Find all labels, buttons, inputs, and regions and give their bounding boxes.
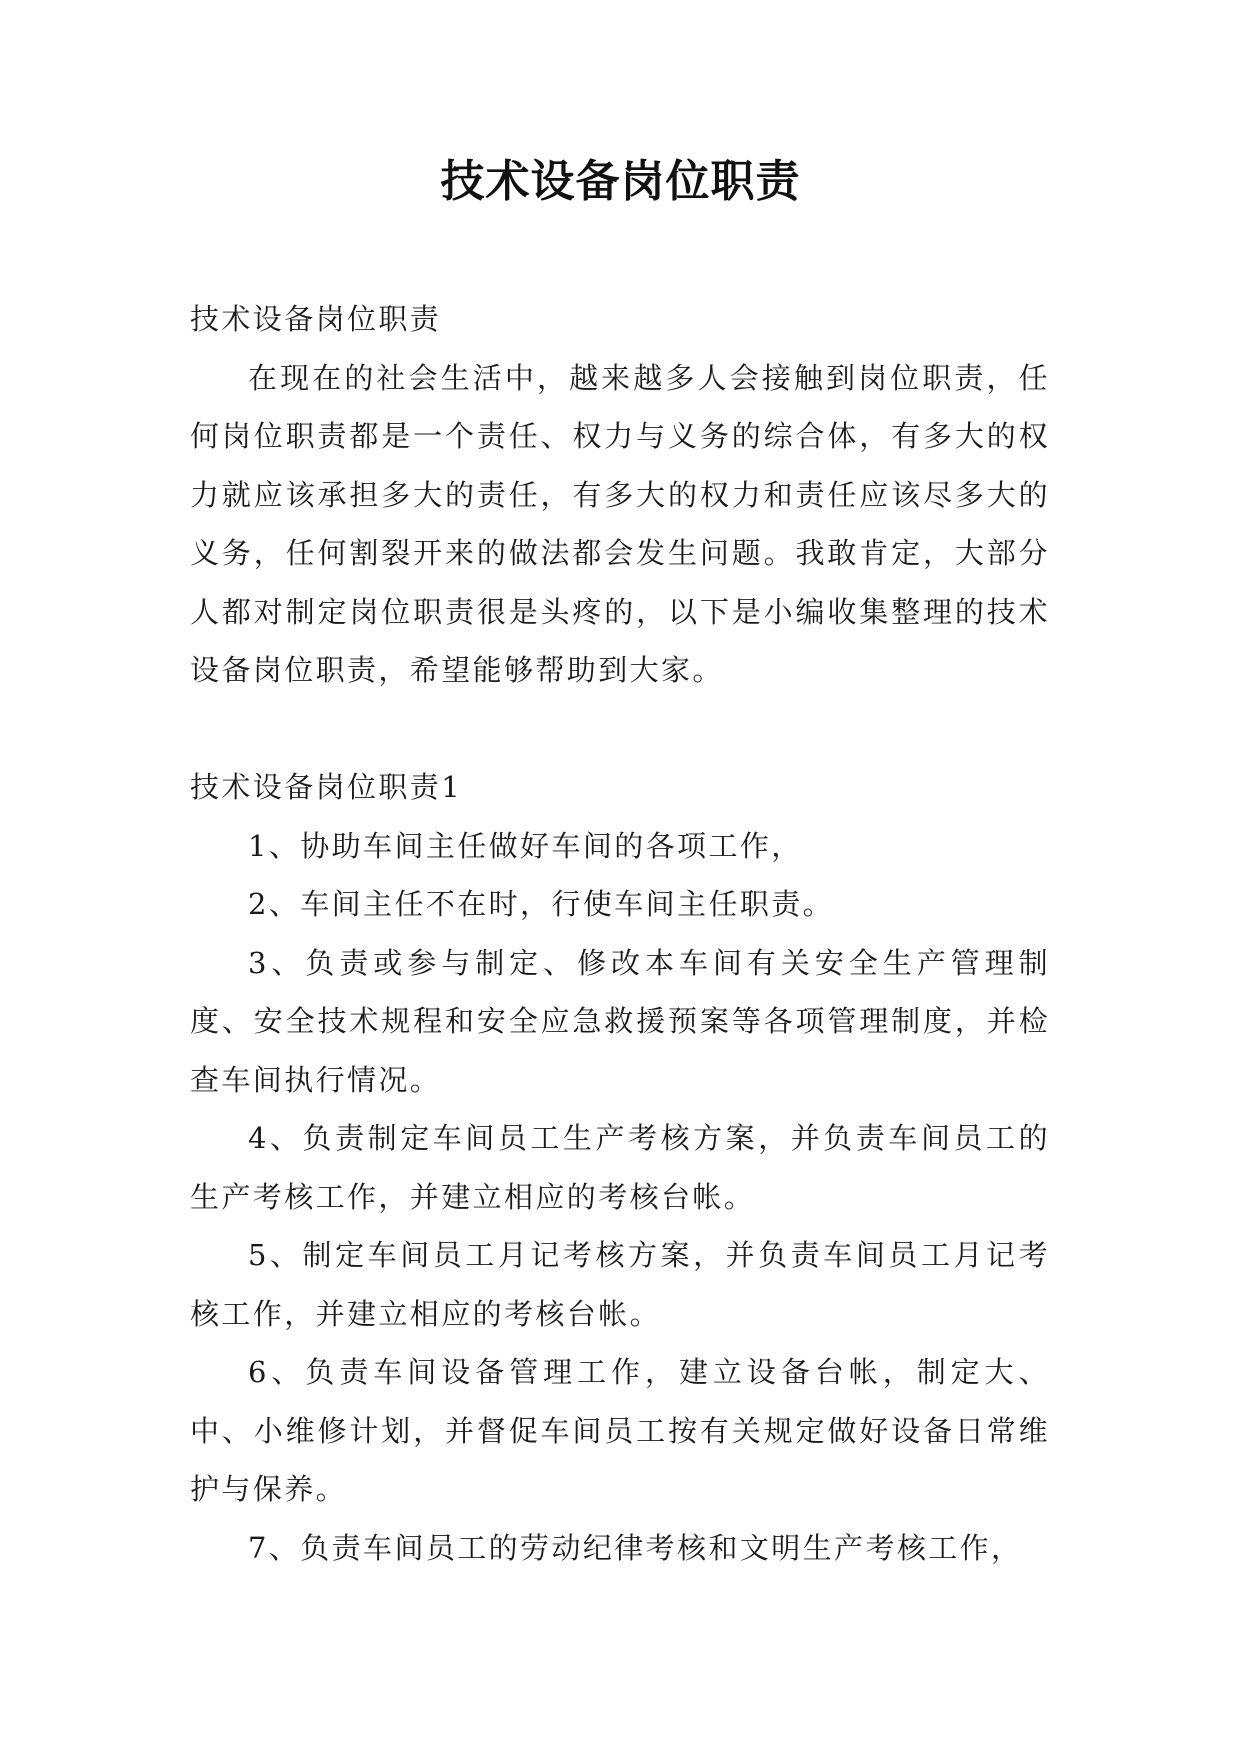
paragraph-spacer xyxy=(190,700,1050,759)
duty-item-1: 1、协助车间主任做好车间的各项工作， xyxy=(248,828,803,863)
document-body xyxy=(190,290,1050,1577)
duty-item-6: 6、负责车间设备管理工作，建立设备台帐，制定大、中、小维修计划，并督促车间员工按有关规定做好设备日常维护与保养。 xyxy=(190,1355,1050,1506)
duty-item-7: 7、负责车间员工的劳动纪律考核和文明生产考核工作， xyxy=(248,1530,1023,1565)
intro-paragraph: 在现在的社会生活中，越来越多人会接触到岗位职责，任何岗位职责都是一个责任、权力与义务的综合体，有多大的权力就应该承担多大的责任，有多大的权力和责任应该尽多大的义务，任何割裂开来的做法都会发生问题。我敢肯定，大部分人都对制定岗位职责很是头疼的，以下是小编收集整理的技术设备岗位职责，希望能够帮助到大家。 xyxy=(190,360,1050,687)
duty-item-4: 4、负责制定车间员工生产考核方案，并负责车间员工的生产考核工作，并建立相应的考核台帐。 xyxy=(190,1121,1050,1214)
duty-item-5: 5、制定车间员工月记考核方案，并负责车间员工月记考核工作，并建立相应的考核台帐。 xyxy=(190,1238,1050,1331)
duty-item-3: 3、负责或参与制定、修改本车间有关安全生产管理制度、安全技术规程和安全应急救援预案等各项管理制度，并检查车间执行情况。 xyxy=(190,945,1050,1097)
duty-item-2: 2、车间主任不在时，行使车间主任职责。 xyxy=(248,887,835,921)
document-title: 技术设备岗位职责 xyxy=(440,156,801,207)
section-heading: 技术设备岗位职责1 xyxy=(190,770,463,804)
document-subtitle: 技术设备岗位职责 xyxy=(190,302,442,336)
